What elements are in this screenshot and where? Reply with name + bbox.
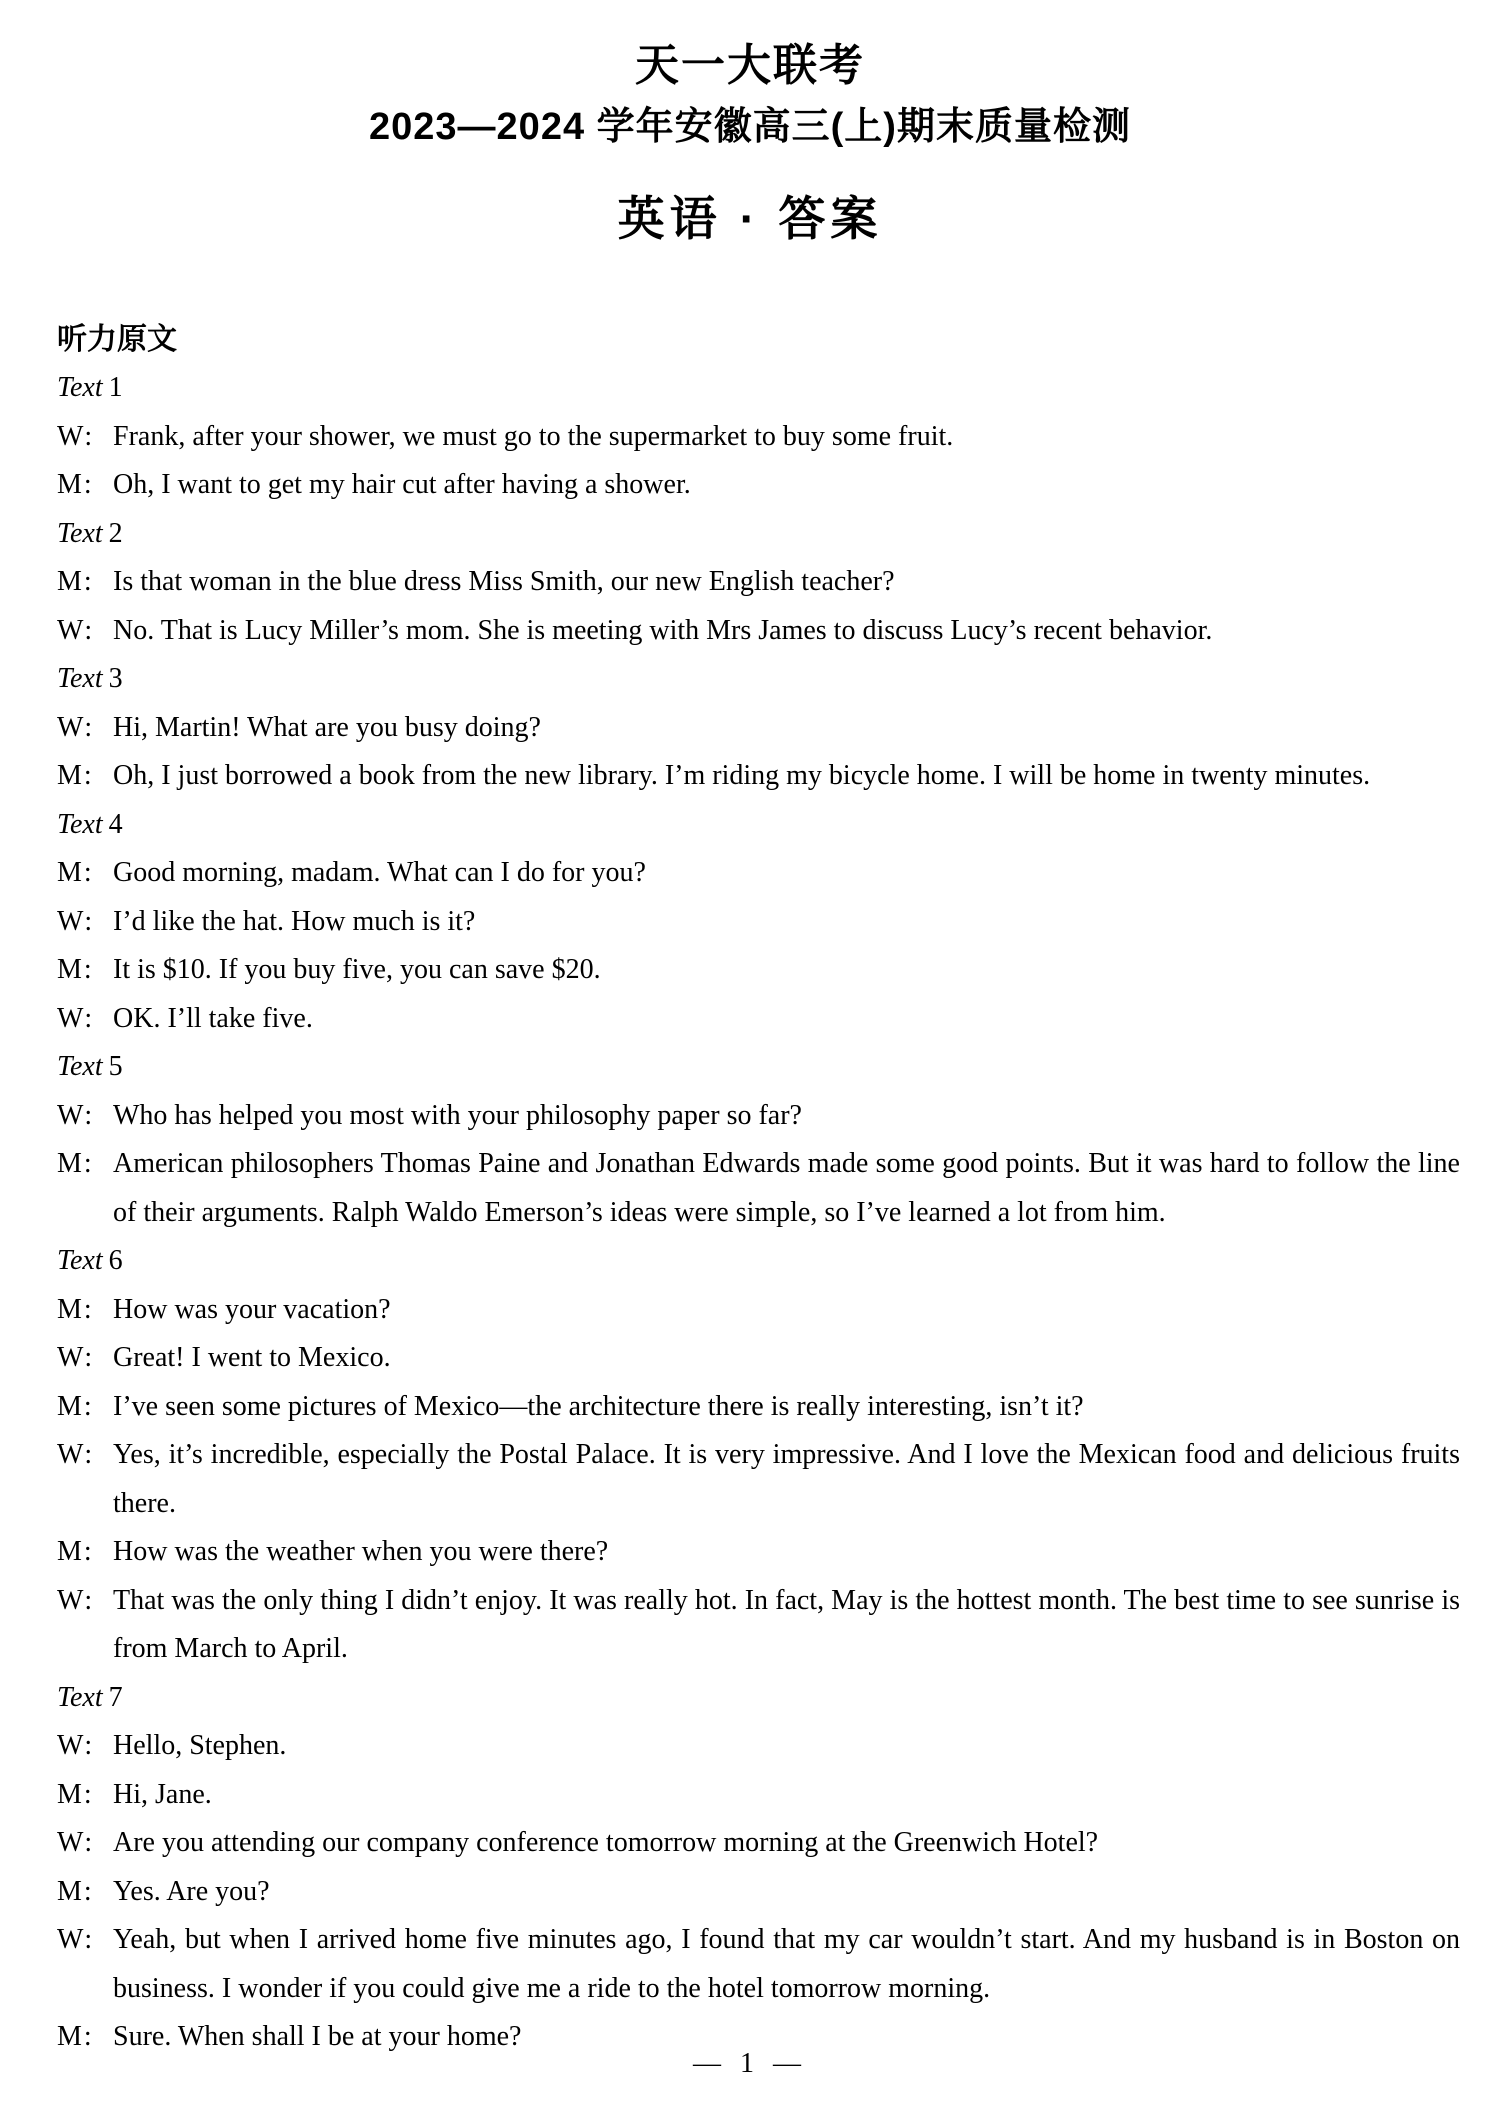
speaker-label: W: <box>57 1439 95 1470</box>
text-heading <box>57 510 1460 559</box>
text-heading <box>57 655 1460 704</box>
speaker-label: M: <box>57 566 94 597</box>
speaker-label: W: <box>57 905 95 937</box>
text-heading <box>57 1237 1460 1286</box>
speaker-label: M: <box>57 760 94 791</box>
dialogue-text: Hi, Jane. <box>113 1778 212 1810</box>
dialogue-text: Hello, Stephen. <box>113 1730 287 1761</box>
text-heading <box>57 1043 1460 1092</box>
text-heading-word: Text <box>57 1051 103 1082</box>
text-heading-word: Text <box>57 808 103 840</box>
dialogue-text: Oh, I want to get my hair cut after having a shower. <box>113 469 691 500</box>
dialogue-text: Is that woman in the blue dress Miss Smith, our new English teacher? <box>113 566 895 597</box>
text-heading-number: 1 <box>108 372 123 403</box>
listening-transcript-section <box>57 316 1460 2062</box>
speaker-label: M: <box>57 857 94 888</box>
text-heading <box>57 1674 1460 1723</box>
speaker-label: W: <box>57 1924 95 1955</box>
speaker-label: M: <box>57 1293 94 1325</box>
text-heading-number: 4 <box>108 808 123 840</box>
dialogue-line <box>57 946 1460 995</box>
text-heading-word: Text <box>57 1681 103 1713</box>
dialogue-text: How was the weather when you were there? <box>113 1536 609 1567</box>
dialogue-line <box>57 1577 1460 1674</box>
text-heading-word: Text <box>57 663 103 694</box>
page-footer <box>0 2048 1500 2080</box>
dialogue-text: It is $10. If you buy five, you can save $20. <box>113 954 601 985</box>
dialogue-line <box>57 461 1460 510</box>
dialogue-text: No. That is Lucy Miller’s mom. She is meeting with Mrs James to discuss Lucy’s recent behavior. <box>113 614 1213 646</box>
dialogue-text: Frank, after your shower, we must go to the supermarket to buy some fruit. <box>113 420 954 452</box>
text-heading-number: 3 <box>108 663 123 694</box>
text-heading-number: 2 <box>108 517 123 549</box>
dialogue-line <box>57 752 1460 801</box>
dialogue-text: I’d like the hat. How much is it? <box>113 905 476 937</box>
dialogue-text: OK. I’ll take five. <box>113 1002 313 1034</box>
dialogue-line <box>57 849 1460 898</box>
text-heading-word: Text <box>57 1245 103 1276</box>
dialogue-text: I’ve seen some pictures of Mexico—the architecture there is really interesting, isn’t it? <box>113 1390 1084 1422</box>
speaker-label: M: <box>57 1390 94 1422</box>
dialogue-line <box>57 558 1460 607</box>
dialogue-text: Hi, Martin! What are you busy doing? <box>113 711 541 743</box>
dialogue-text: That was the only thing I didn’t enjoy. It was really hot. In fact, May is the hottest month. The best time to see sunrise is from March to April. <box>113 1584 1460 1664</box>
subject-answer-title: 英语 · 答案 <box>617 192 883 245</box>
speaker-label: W: <box>57 1827 95 1858</box>
dialogue-line <box>57 1286 1460 1335</box>
exam-header <box>0 0 1500 246</box>
speaker-label: W: <box>57 1584 95 1616</box>
dialogue-text: Yeah, but when I arrived home five minutes ago, I found that my car wouldn’t start. And my husband is in Boston on business. I wonder if you could give me a ride to the hotel tomorrow morning. <box>113 1924 1460 2004</box>
dialogue-text: Great! I went to Mexico. <box>113 1342 391 1373</box>
speaker-label: M: <box>57 1778 94 1810</box>
dialogue-text: Oh, I just borrowed a book from the new library. I’m riding my bicycle home. I will be home in twenty minutes. <box>113 760 1371 791</box>
dialogue-line <box>57 413 1460 462</box>
dialogue-text: American philosophers Thomas Paine and Jonathan Edwards made some good points. But it was hard to follow the line of their arguments. Ralph Waldo Emerson’s ideas were simple, so I’ve learned a lot from him. <box>113 1148 1460 1228</box>
listening-transcript-heading: 听力原文 <box>57 323 177 356</box>
text-heading <box>57 801 1460 850</box>
dialogue-line <box>57 1868 1460 1917</box>
dialogue-line <box>57 1092 1460 1141</box>
text-heading-number: 7 <box>108 1681 123 1713</box>
dialogue-text: Sure. When shall I be at your home? <box>113 2021 522 2052</box>
speaker-label: M: <box>57 1536 94 1567</box>
dialogue-text: Are you attending our company conference tomorrow morning at the Greenwich Hotel? <box>113 1827 1099 1858</box>
dialogue-text: How was your vacation? <box>113 1293 391 1325</box>
dialogue-text: Who has helped you most with your philosophy paper so far? <box>113 1099 802 1131</box>
speaker-label: M: <box>57 1875 94 1907</box>
dialogue-line <box>57 1528 1460 1577</box>
text-heading-word: Text <box>57 517 103 549</box>
dialogue-line <box>57 1140 1460 1237</box>
speaker-label: W: <box>57 1002 95 1034</box>
dialogue-line <box>57 607 1460 656</box>
dialogue-line <box>57 1334 1460 1383</box>
speaker-label: W: <box>57 711 95 743</box>
dialogue-line <box>57 1431 1460 1528</box>
speaker-label: W: <box>57 1730 95 1761</box>
dialogue-line <box>57 1916 1460 2013</box>
text-heading-number: 5 <box>108 1051 123 1082</box>
dialogue-text: Good morning, madam. What can I do for you? <box>113 857 646 888</box>
speaker-label: W: <box>57 1099 95 1131</box>
text-heading-word: Text <box>57 372 103 403</box>
dialogue-line <box>57 1383 1460 1432</box>
dialogue-line <box>57 1722 1460 1771</box>
speaker-label: M: <box>57 954 94 985</box>
speaker-label: W: <box>57 1342 95 1373</box>
dialogue-line <box>57 1771 1460 1820</box>
speaker-label: M: <box>57 469 94 500</box>
exam-session-title: 2023—2024 学年安徽高三(上)期末质量检测 <box>369 106 1131 148</box>
speaker-label: W: <box>57 614 95 646</box>
text-heading <box>57 364 1460 413</box>
page-number: — 1 — <box>693 2048 807 2079</box>
dialogue-line <box>57 1819 1460 1868</box>
speaker-label: W: <box>57 420 95 452</box>
speaker-label: M: <box>57 2021 94 2052</box>
dialogue-text: Yes. Are you? <box>113 1875 270 1907</box>
dialogue-line <box>57 995 1460 1044</box>
exam-brand-title: 天一大联考 <box>635 41 865 90</box>
dialogue-line <box>57 704 1460 753</box>
dialogue-line <box>57 898 1460 947</box>
text-heading-number: 6 <box>108 1245 123 1276</box>
dialogue-text: Yes, it’s incredible, especially the Postal Palace. It is very impressive. And I love the Mexican food and delicious fruits there. <box>113 1439 1460 1519</box>
transcript-lines <box>57 364 1460 2062</box>
speaker-label: M: <box>57 1148 94 1179</box>
